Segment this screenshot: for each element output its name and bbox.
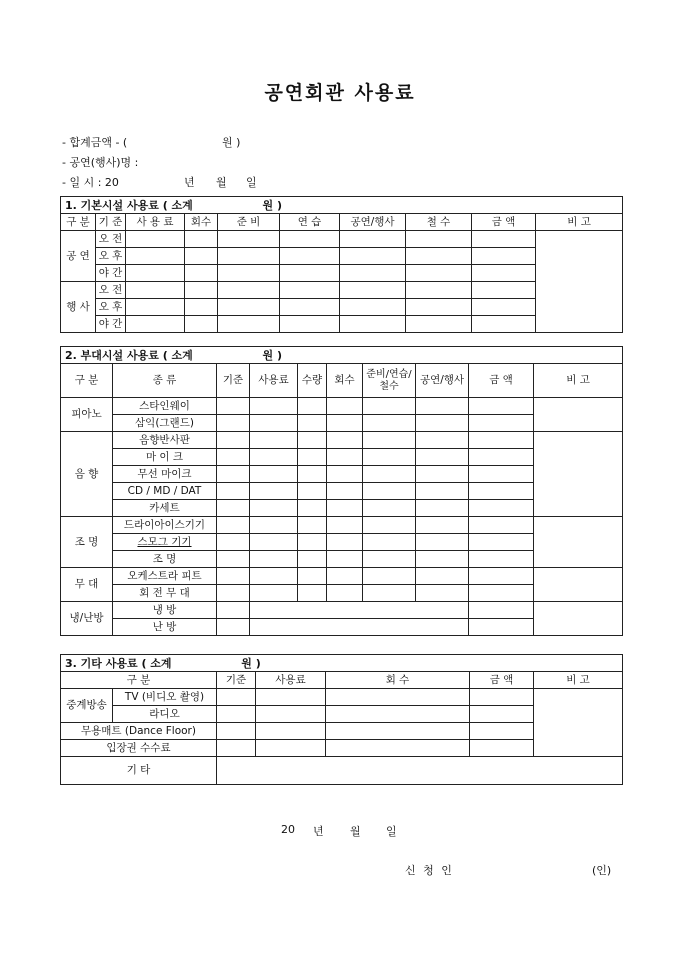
cell[interactable]: [280, 299, 340, 316]
cell[interactable]: [126, 299, 185, 316]
event-name-label: - 공연(행사)명 :: [62, 156, 139, 169]
group-label: 조 명: [61, 517, 113, 568]
slot-label: 야 간: [96, 316, 126, 333]
cell[interactable]: [218, 265, 280, 282]
seal-mark: (인): [592, 864, 612, 877]
cell[interactable]: [469, 483, 534, 500]
cell[interactable]: [327, 585, 363, 602]
cell[interactable]: [469, 534, 534, 551]
cell[interactable]: [280, 248, 340, 265]
cell[interactable]: [217, 398, 250, 415]
cell[interactable]: [327, 517, 363, 534]
col-header: 비 고: [534, 364, 623, 398]
cell[interactable]: [340, 248, 406, 265]
table-row: [61, 568, 623, 585]
item-label: 스모그 기기: [113, 534, 217, 551]
cell[interactable]: [298, 551, 327, 568]
group-label: 무 대: [61, 568, 113, 602]
cell[interactable]: [469, 619, 534, 636]
col-header: 기준: [217, 672, 256, 689]
item-label: TV (비디오 촬영): [113, 689, 217, 706]
remarks-cell[interactable]: [534, 398, 623, 432]
cell[interactable]: [217, 757, 623, 785]
cell[interactable]: [416, 398, 469, 415]
cell[interactable]: [472, 316, 536, 333]
cell[interactable]: [470, 740, 534, 757]
cell[interactable]: [326, 723, 470, 740]
cell[interactable]: [469, 466, 534, 483]
col-header: 준 비: [218, 214, 280, 231]
cell[interactable]: [416, 483, 469, 500]
section2-title: 2. 부대시설 사용료 ( 소계 원 ): [61, 347, 623, 364]
cell[interactable]: [363, 534, 416, 551]
cell[interactable]: [218, 248, 280, 265]
cell[interactable]: [340, 282, 406, 299]
col-header: 철 수: [406, 214, 472, 231]
cell[interactable]: [250, 585, 298, 602]
slot-label: 오 전: [96, 282, 126, 299]
cell[interactable]: [126, 282, 185, 299]
cell[interactable]: [217, 551, 250, 568]
cell[interactable]: [327, 483, 363, 500]
cell[interactable]: [327, 432, 363, 449]
cell[interactable]: [416, 517, 469, 534]
cell[interactable]: [363, 466, 416, 483]
col-header: 사용료: [256, 672, 326, 689]
cell[interactable]: [363, 568, 416, 585]
cell[interactable]: [469, 500, 534, 517]
cell[interactable]: [126, 248, 185, 265]
cell[interactable]: [340, 316, 406, 333]
cell[interactable]: [298, 466, 327, 483]
col-header: 공연/행사: [340, 214, 406, 231]
item-label: 무용매트 (Dance Floor): [61, 723, 217, 740]
total-amount-label: - 합계금액 - (: [62, 136, 128, 149]
item-label: 오케스트라 피트: [113, 568, 217, 585]
cell[interactable]: [469, 585, 534, 602]
cell[interactable]: [298, 517, 327, 534]
cell[interactable]: [416, 534, 469, 551]
cell[interactable]: [217, 432, 250, 449]
date-month-label: 월: [216, 176, 227, 189]
cell[interactable]: [218, 299, 280, 316]
cell[interactable]: [250, 568, 298, 585]
cell[interactable]: [126, 231, 185, 248]
section2-header-row: [61, 364, 623, 398]
cell[interactable]: [280, 316, 340, 333]
item-label: 기 타: [61, 757, 217, 785]
cell[interactable]: [298, 483, 327, 500]
cell[interactable]: [416, 585, 469, 602]
cell[interactable]: [416, 432, 469, 449]
cell[interactable]: [280, 231, 340, 248]
cell[interactable]: [217, 466, 250, 483]
cell[interactable]: [256, 689, 326, 706]
cell[interactable]: [469, 449, 534, 466]
item-label: 드라이아이스기기: [113, 517, 217, 534]
cell[interactable]: [126, 265, 185, 282]
remarks-cell[interactable]: [536, 231, 623, 333]
cell[interactable]: [470, 723, 534, 740]
col-header: 금 액: [472, 214, 536, 231]
cell[interactable]: [416, 466, 469, 483]
cell[interactable]: [298, 568, 327, 585]
cell[interactable]: [406, 316, 472, 333]
cell[interactable]: [218, 282, 280, 299]
col-header: 회 수: [326, 672, 470, 689]
item-label: 스타인웨이: [113, 398, 217, 415]
cell[interactable]: [298, 500, 327, 517]
cell[interactable]: [470, 689, 534, 706]
table-row: [61, 757, 623, 785]
cell[interactable]: [327, 534, 363, 551]
item-label: 마 이 크: [113, 449, 217, 466]
item-label: 무선 마이크: [113, 466, 217, 483]
cell[interactable]: [250, 551, 298, 568]
group-label: 피아노: [61, 398, 113, 432]
footer-day: 일: [386, 825, 397, 838]
cell[interactable]: [326, 689, 470, 706]
cell[interactable]: [406, 231, 472, 248]
cell[interactable]: [280, 282, 340, 299]
item-label: 회 전 무 대: [113, 585, 217, 602]
cell[interactable]: [416, 568, 469, 585]
other-fee-table: [60, 654, 623, 785]
cell[interactable]: [185, 265, 218, 282]
basic-facility-table: [60, 196, 623, 333]
cell[interactable]: [406, 299, 472, 316]
cell[interactable]: [185, 299, 218, 316]
remarks-cell[interactable]: [534, 602, 623, 636]
item-label: 난 방: [113, 619, 217, 636]
cell[interactable]: [217, 706, 256, 723]
cell[interactable]: [469, 602, 534, 619]
cell[interactable]: [327, 415, 363, 432]
cell[interactable]: [472, 231, 536, 248]
cell[interactable]: [470, 706, 534, 723]
cell[interactable]: [250, 398, 298, 415]
cell[interactable]: [363, 500, 416, 517]
cell[interactable]: [217, 619, 250, 636]
cell[interactable]: [363, 449, 416, 466]
col-header: 기준: [217, 364, 250, 398]
cell[interactable]: [363, 585, 416, 602]
footer-year: 년: [313, 825, 324, 838]
date-day-label: 일: [246, 176, 257, 189]
cell[interactable]: [217, 585, 250, 602]
cell[interactable]: [416, 415, 469, 432]
cell[interactable]: [217, 568, 250, 585]
group-label: 중계방송: [61, 689, 113, 723]
section3-title: 3. 기타 사용료 ( 소계 원 ): [61, 655, 623, 672]
cell[interactable]: [298, 398, 327, 415]
table-row: [61, 231, 623, 248]
slot-label: 오 후: [96, 248, 126, 265]
col-header: 금 액: [470, 672, 534, 689]
cell[interactable]: [250, 449, 298, 466]
cell[interactable]: [298, 415, 327, 432]
group-label: 음 향: [61, 432, 113, 517]
cell[interactable]: [217, 534, 250, 551]
section1-title: 1. 기본시설 사용료 ( 소계 원 ): [61, 197, 623, 214]
cell[interactable]: [406, 265, 472, 282]
cell[interactable]: [363, 398, 416, 415]
cell[interactable]: [217, 689, 256, 706]
cell[interactable]: [217, 740, 256, 757]
footer-month: 월: [350, 825, 361, 838]
cell[interactable]: [185, 248, 218, 265]
col-header: 사용료: [250, 364, 298, 398]
slot-label: 오 후: [96, 299, 126, 316]
cell[interactable]: [217, 602, 250, 619]
col-header: 비 고: [534, 672, 623, 689]
cell[interactable]: [340, 299, 406, 316]
cell[interactable]: [256, 706, 326, 723]
date-year-label: 년: [184, 176, 195, 189]
cell[interactable]: [217, 517, 250, 534]
table-row: [61, 602, 623, 619]
cell[interactable]: [406, 248, 472, 265]
cell[interactable]: [469, 568, 534, 585]
cell[interactable]: [298, 534, 327, 551]
col-header: 연 습: [280, 214, 340, 231]
cell[interactable]: [327, 500, 363, 517]
total-amount-unit: 원 ): [222, 136, 241, 149]
cell[interactable]: [298, 432, 327, 449]
col-header: 금 액: [469, 364, 534, 398]
cell[interactable]: [250, 432, 298, 449]
cell[interactable]: [126, 316, 185, 333]
remarks-cell[interactable]: [534, 517, 623, 568]
cell[interactable]: [416, 500, 469, 517]
footer-year-prefix: 20: [281, 823, 295, 836]
slot-label: 오 전: [96, 231, 126, 248]
cell[interactable]: [327, 551, 363, 568]
col-header: 회수: [327, 364, 363, 398]
table-row: [61, 432, 623, 449]
cell[interactable]: [327, 449, 363, 466]
cell[interactable]: [327, 398, 363, 415]
cell[interactable]: [250, 619, 469, 636]
document-title: 공연회관 사용료: [264, 82, 416, 104]
cell[interactable]: [217, 449, 250, 466]
cell[interactable]: [185, 231, 218, 248]
remarks-cell[interactable]: [534, 432, 623, 517]
cell[interactable]: [217, 415, 250, 432]
cell[interactable]: [472, 248, 536, 265]
cell[interactable]: [469, 517, 534, 534]
item-label: 냉 방: [113, 602, 217, 619]
cell[interactable]: [217, 500, 250, 517]
cell[interactable]: [218, 231, 280, 248]
col-header: 기 준: [96, 214, 126, 231]
slot-label: 야 간: [96, 265, 126, 282]
cell[interactable]: [416, 449, 469, 466]
item-label: 삼익(그랜드): [113, 415, 217, 432]
cell[interactable]: [363, 483, 416, 500]
item-label: CD / MD / DAT: [113, 483, 217, 500]
cell[interactable]: [217, 483, 250, 500]
cell[interactable]: [250, 415, 298, 432]
cell[interactable]: [298, 585, 327, 602]
col-header: 종 류: [113, 364, 217, 398]
table-row: [61, 689, 623, 706]
cell[interactable]: [416, 551, 469, 568]
table-row: [61, 517, 623, 534]
item-label: 조 명: [113, 551, 217, 568]
col-header: 공연/행사: [416, 364, 469, 398]
cell[interactable]: [326, 706, 470, 723]
cell[interactable]: [340, 265, 406, 282]
cell[interactable]: [250, 534, 298, 551]
cell[interactable]: [250, 483, 298, 500]
cell[interactable]: [469, 398, 534, 415]
item-label: 카세트: [113, 500, 217, 517]
col-header: 구 분: [61, 214, 96, 231]
cell[interactable]: [472, 299, 536, 316]
group-label: 냉/난방: [61, 602, 113, 636]
cell[interactable]: [185, 316, 218, 333]
item-label: 입장권 수수료: [61, 740, 217, 757]
cell[interactable]: [250, 500, 298, 517]
cell[interactable]: [472, 282, 536, 299]
cell[interactable]: [340, 231, 406, 248]
cell[interactable]: [217, 723, 256, 740]
col-header: 구 분: [61, 364, 113, 398]
remarks-cell[interactable]: [534, 689, 623, 757]
cell[interactable]: [327, 466, 363, 483]
cell[interactable]: [363, 551, 416, 568]
cell[interactable]: [406, 282, 472, 299]
cell[interactable]: [363, 517, 416, 534]
table-row: [61, 398, 623, 415]
cell[interactable]: [280, 265, 340, 282]
section3-header-row: [61, 672, 623, 689]
col-header: 비 고: [536, 214, 623, 231]
cell[interactable]: [469, 432, 534, 449]
col-header: 구 분: [61, 672, 217, 689]
applicant-label: 신 청 인: [405, 864, 454, 877]
group-label: 행 사: [61, 282, 96, 333]
section1-header-row: [61, 214, 623, 231]
cell[interactable]: [327, 568, 363, 585]
cell[interactable]: [250, 602, 469, 619]
cell[interactable]: [469, 415, 534, 432]
cell[interactable]: [298, 449, 327, 466]
cell[interactable]: [472, 265, 536, 282]
cell[interactable]: [326, 740, 470, 757]
cell[interactable]: [469, 551, 534, 568]
group-label: 공 연: [61, 231, 96, 282]
col-header: 수량: [298, 364, 327, 398]
cell[interactable]: [250, 517, 298, 534]
cell[interactable]: [363, 432, 416, 449]
item-label: 음향반사판: [113, 432, 217, 449]
cell[interactable]: [363, 415, 416, 432]
cell[interactable]: [185, 282, 218, 299]
cell[interactable]: [250, 466, 298, 483]
cell[interactable]: [256, 723, 326, 740]
item-label: 라디오: [113, 706, 217, 723]
cell[interactable]: [218, 316, 280, 333]
auxiliary-facility-table: [60, 346, 623, 636]
date-label: - 일 시 : 20: [62, 176, 119, 189]
col-header: 회수: [185, 214, 218, 231]
remarks-cell[interactable]: [534, 568, 623, 602]
col-header: 준비/연습/철수: [363, 364, 416, 398]
col-header: 사 용 료: [126, 214, 185, 231]
cell[interactable]: [256, 740, 326, 757]
